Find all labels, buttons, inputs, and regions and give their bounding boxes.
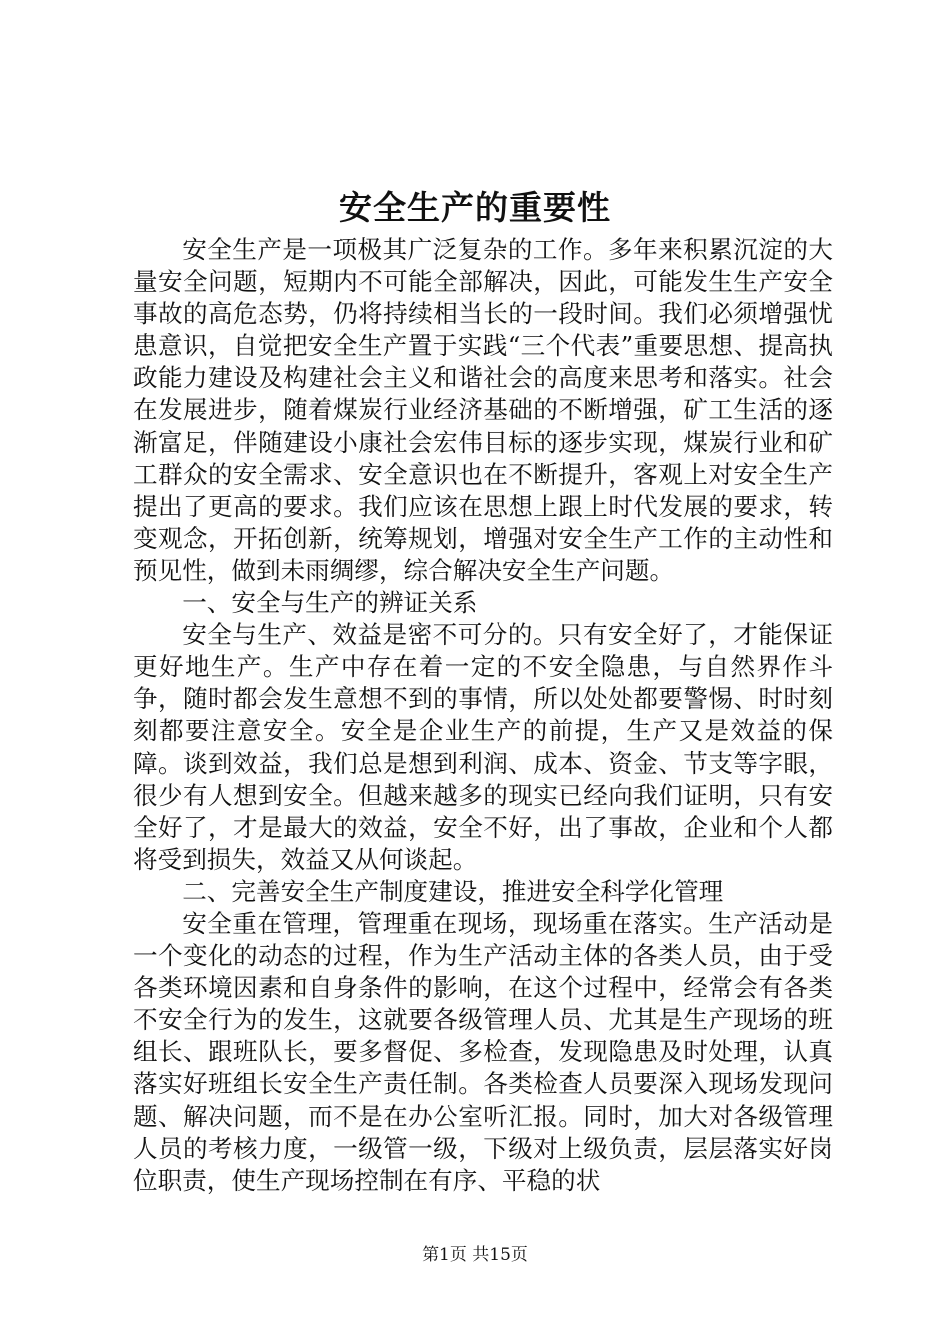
page-footer: 第1页 共15页 [422, 1245, 528, 1265]
section-heading-1: 一、安全与生产的辨证关系 [182, 588, 478, 618]
document-body [133, 234, 833, 1197]
paragraph-section-1: 安全与生产、效益是密不可分的。只有安全好了，才能保证更好地生产。生产中存在着一定的不安全隐患，与自然界作斗争，随时都会发生意想不到的事情，所以处处都要警惕、时时刻刻都要注意安全。安全是企业生产的前提，生产又是效益的保障。谈到效益，我们总是想到利润、成本、资金、节支等字眼，很少有人想到安全。但越来越多的现实已经向我们证明，只有安全好了，才是最大的效益，安全不好，出了事故，企业和个人都将受到损失，效益又从何谈起。 [133, 620, 833, 874]
section-heading-2: 二、完善安全生产制度建设，推进安全科学化管理 [182, 876, 724, 906]
document-title: 安全生产的重要性 [339, 188, 611, 227]
paragraph-section-2: 安全重在管理，管理重在现场，现场重在落实。生产活动是一个变化的动态的过程，作为生产活动主体的各类人员，由于受各类环境因素和自身条件的影响，在这个过程中，经常会有各类不安全行为的发生，这就要各级管理人员、尤其是生产现场的班组长、跟班队长，要多督促、多检查，发现隐患及时处理，认真落实好班组长安全生产责任制。各类检查人员要深入现场发现问题、解决问题，而不是在办公室听汇报。同时，加大对各级管理人员的考核力度，一级管一级，下级对上级负责，层层落实好岗位职责，使生产现场控制在有序、平稳的状 [133, 908, 833, 1195]
paragraph-intro: 安全生产是一项极其广泛复杂的工作。多年来积累沉淀的大量安全问题，短期内不可能全部解决，因此，可能发生生产安全事故的高危态势，仍将持续相当长的一段时间。我们必须增强忧患意识，自觉把安全生产置于实践“三个代表”重要思想、提高执政能力建设及构建社会主义和谐社会的高度来思考和落实。社会在发展进步，随着煤炭行业经济基础的不断增强，矿工生活的逐渐富足，伴随建设小康社会宏伟目标的逐步实现，煤炭行业和矿工群众的安全需求、安全意识也在不断提升，客观上对安全生产提出了更高的要求。我们应该在思想上跟上时代发展的要求，转变观念，开拓创新，统筹规划，增强对安全生产工作的主动性和预见性，做到未雨绸缪，综合解决安全生产问题。 [133, 235, 833, 585]
